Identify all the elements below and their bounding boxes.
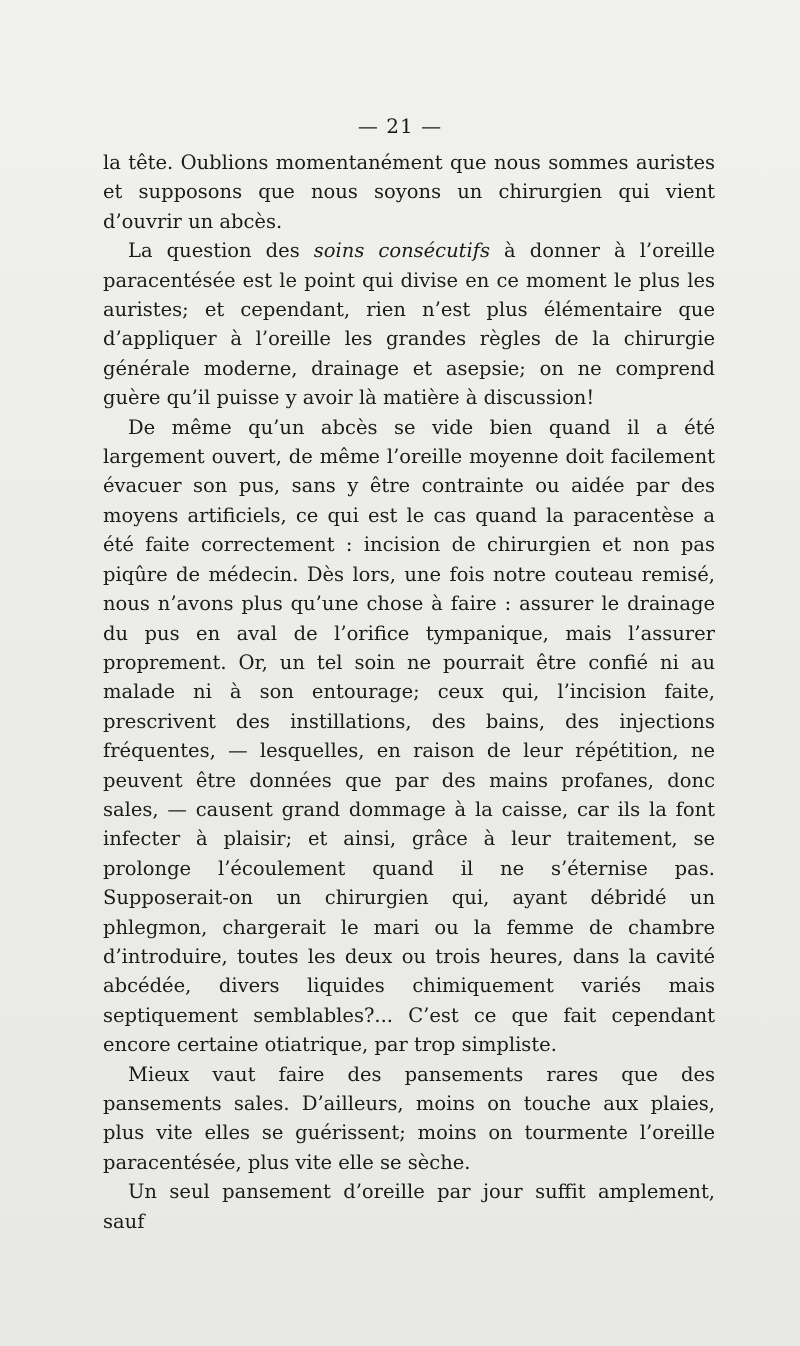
paragraph-3: De même qu’un abcès se vide bien quand il a été largement ouvert, de même l’oreille moyenne doit facilement évacuer son pus, sans y être contrainte ou aidée par des moyens artificiels, ce qui est le cas quand la paracentèse a été faite correctement : incision de chirurgien et non pas piqûre de médecin. Dès lors, une fois notre couteau remisé, nous n’avons plus qu’une chose à faire : assurer le drainage du pus en aval de l’orifice tympanique, mais l’assurer proprement. Or, un tel soin ne pourrait être confié ni au malade ni à son entourage; ceux qui, l’incision faite, prescrivent des instillations, des bains, des injections fréquentes, — lesquelles, en raison de leur répétition, ne peuvent être données que par des mains profanes, donc sales, — causent grand dommage à la caisse, car ils la font infecter à plaisir; et ainsi, grâce à leur traitement, se prolonge l’écoulement quand il ne s’éternise pas. Supposerait-on un chirurgien qui, ayant débridé un phlegmon, chargerait le mari ou la femme de chambre d’introduire, toutes les deux ou trois heures, dans la cavité abcédée, divers liquides chimiquement variés mais septiquement semblables?... C’est ce que fait cependant encore certaine otiatrique, par trop simpliste. (103, 415, 715, 1057)
emphasis-soins-consecutifs: soins consécutifs (313, 239, 490, 263)
page-number: — 21 — (357, 114, 443, 138)
paragraph-2-start: La question des (128, 239, 314, 263)
body-text (103, 148, 715, 1236)
paragraph-2-end: à donner à l’oreille paracentésée est le point qui divise en ce moment le plus les auristes; et cependant, rien n’est plus élémentaire que d’appliquer à l’oreille les grandes règles de la chirurgie générale moderne, drainage et asepsie; on ne comprend guère qu’il puisse y avoir là matière à discussion! (103, 239, 715, 410)
paragraph-1: la tête. Oublions momentanément que nous sommes auristes et supposons que nous soyons un chirurgien qui vient d’ouvrir un abcès. (103, 151, 715, 233)
paragraph-2 (103, 236, 715, 412)
paragraph-4: Mieux vaut faire des pansements rares que des pansements sales. D’ailleurs, moins on touche aux plaies, plus vite elles se guérissent; moins on tourmente l’oreille paracentésée, plus vite elle se sèche. (103, 1062, 715, 1174)
paragraph-5: Un seul pansement d’oreille par jour suffit amplement, sauf (103, 1180, 715, 1233)
